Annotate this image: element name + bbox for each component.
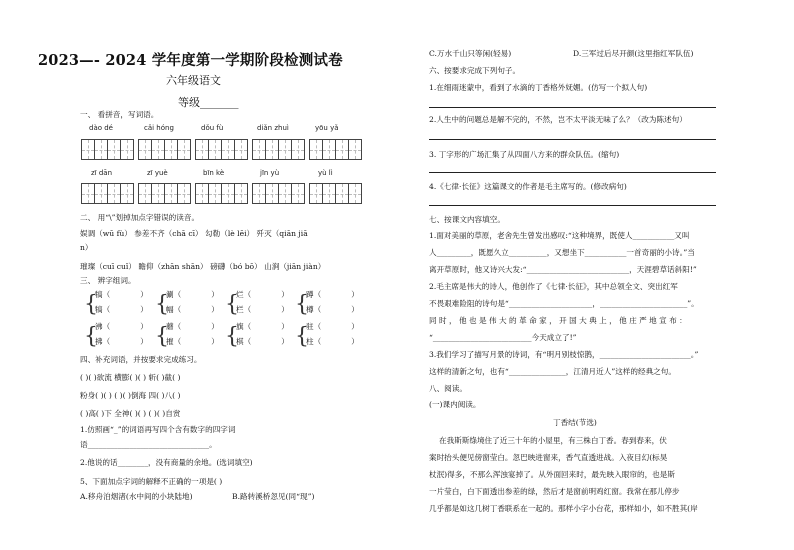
answer-line[interactable] (429, 205, 716, 206)
q2-heading: 二、 用“\”划掉加点字错误的读音。 (80, 213, 200, 222)
char-pair: 樽（ ） (306, 305, 359, 314)
char-pair: 旗（ ） (236, 322, 289, 331)
answer-line[interactable] (429, 172, 716, 173)
grade-subject: 六年级语文 (166, 74, 221, 87)
q6-sentence: 2.人生中的问题总是解不完的，不然，岂不太平淡无味了么？（改为陈述句） (429, 115, 687, 124)
writing-grid[interactable] (81, 183, 133, 204)
brace-icon: { (84, 324, 98, 349)
char-pair: 拂（ ） (95, 337, 148, 346)
char-pair: 摧（ ） (166, 337, 219, 346)
writing-grid[interactable] (309, 139, 361, 160)
writing-grid[interactable] (195, 183, 247, 204)
passage-line: 在我斯斯绦境住了近三十年的小屋里，有三株白丁香。春到春来，伏 (439, 436, 667, 445)
pinyin: diǎn zhuì (257, 124, 289, 132)
writing-grid[interactable] (138, 183, 190, 204)
writing-grid[interactable] (138, 139, 190, 160)
q7-text: 同 时 ， 他 也 是 伟 大 的 革 命 家 ， 开 国 大 典 上 ， 他 庄 严 地 宣 布 ： (429, 316, 687, 325)
char-pair: 柱（ ） (306, 337, 359, 346)
pinyin: jīn yù (260, 169, 280, 177)
pinyin: yù lì (318, 169, 333, 177)
q7-text[interactable]: “__________________________今天成立了!” (429, 333, 577, 342)
q7-text[interactable]: 这样的清新之句，也有“_______________，江清月近人”这样的经典之句。 (429, 367, 676, 376)
q6-heading: 六、按要求完成下列句子。 (429, 66, 521, 75)
brace-icon: { (225, 292, 239, 317)
pinyin: cǎi hóng (144, 124, 174, 132)
brace-icon: { (84, 292, 98, 317)
q4-task[interactable]: 2.他说的话________，没有商量的余地。(选词填空) (80, 458, 253, 467)
passage-line: 一片莹白，白下面透出参差的绿，然后才是窗前明鸡红窗。我常在那儿停步 (429, 487, 680, 496)
q6-sentence: 3. 丁字形的广场汇集了从四面八方来的群众队伍。(缩句) (429, 150, 620, 159)
char-pair: 蘑（ ） (166, 322, 219, 331)
q5-heading: 5、下面加点字词的解释不正确的一项是( ) (80, 477, 223, 486)
brace-icon: { (295, 324, 309, 349)
pinyin: bīn kè (203, 169, 225, 177)
char-pair: 犒（ ） (95, 305, 148, 314)
level-field[interactable]: 等级_______ (178, 96, 239, 109)
pinyin: zī yuè (147, 169, 168, 177)
passage-line: 几乎都是如这几树丁香联系在一起的。那样小字小台花，那样如小，如不胜其(岸 (429, 504, 698, 513)
q7-text[interactable]: 离开草原时，他又诗兴大发:“___________________________，天涯碧草话斜阳!” (429, 265, 697, 274)
char-pair: 棋（ ） (236, 337, 289, 346)
q4-heading: 四、补充词语，并按要求完成练习。 (80, 355, 202, 364)
writing-grid[interactable] (81, 139, 133, 160)
passage-title: 丁香结(节选) (553, 418, 597, 427)
q5-option-b: B.路转溪桥忽见(同“现”) (232, 492, 315, 501)
brace-icon: { (155, 292, 169, 317)
pinyin: yōu yǎ (315, 124, 339, 132)
char-pair: 犒（ ） (95, 290, 148, 299)
q4-row[interactable]: ( )( )欲流 横膨( )( ) 斩( )截( ) (80, 373, 181, 382)
q8-heading: 八、阅读。 (429, 384, 467, 393)
q5-option-d: D.三军过后尽开颜(这里指红军队伍) (573, 49, 694, 58)
q4-row[interactable]: 粉身( )( ) ( )( )倒海 四( )八( ) (80, 391, 181, 400)
passage-line: 案时抬头便见傍窗莹白。忽巴映进窗来，香气直透进战。入夜目幻(标昊 (429, 453, 668, 462)
char-pair: 栏（ ） (236, 305, 289, 314)
writing-grid[interactable] (252, 183, 304, 204)
brace-icon: { (225, 324, 239, 349)
q5-option-c: C.万水千山只等闲(轻易) (429, 49, 512, 58)
pinyin: dào dé (89, 124, 113, 132)
q6-sentence: 1.在细雨迷蒙中，看到了水滴的丁香格外妩媚。(仿写一个拟人句) (429, 83, 648, 92)
q7-text[interactable]: 人_________，既愿久立__________，又想坐下___________一首奇丽的小诗。”当 (429, 248, 695, 257)
char-pair: 幅（ ） (166, 305, 219, 314)
writing-grid[interactable] (195, 139, 247, 160)
writing-grid[interactable] (252, 139, 304, 160)
q2-line: 璀璨（cuī cuǐ） 瞻仰（zhān shān） 磅礴（bó bō） 山涧（jiān jiàn） (80, 262, 326, 271)
char-pair: 蹲（ ） (306, 290, 359, 299)
q7-text[interactable]: 3.我们学习了描写月景的诗词，有“明月别枝惊鹊，________________________。” (429, 350, 699, 359)
q2-line: 娱调（wū fù） 参差不齐（chā cī） 勾勒（lè lēi） 歼灭（qiān jiā (80, 229, 308, 238)
char-pair: 烂（ ） (236, 290, 289, 299)
q4-task: 1.仿照画“_”的词语再写四个含有数字的四字词 (80, 425, 236, 434)
q1-heading: 一、 看拼音，写词语。 (80, 110, 159, 119)
writing-grid[interactable] (309, 183, 361, 204)
passage-line: 杖泯)得多，不那么浑浊宴掉了。从外面回来时，最先映入眼帘的，也是斯 (429, 470, 675, 479)
q4-task[interactable]: 语________________________________。 (80, 440, 217, 449)
char-pair: 驻（ ） (306, 322, 359, 331)
char-pair: 沸（ ） (95, 322, 148, 331)
q2-line: n） (80, 243, 93, 252)
q7-text: 2.毛主席是伟大的诗人，他创作了《七律·长征》，其中总领全文、突出红军 (429, 282, 678, 291)
q7-text[interactable]: 不畏艰难险阻的诗句是“______________________，_______________________”。 (429, 299, 699, 308)
q3-heading: 三、 辨字组词。 (80, 276, 136, 285)
pinyin: zī dān (91, 169, 113, 177)
brace-icon: { (295, 292, 309, 317)
pinyin: dǒu fù (201, 124, 224, 132)
q4-row[interactable]: ( )高( )下 全神( )( ) ( )( )自赏 (80, 409, 181, 418)
brace-icon: { (155, 324, 169, 349)
answer-line[interactable] (429, 139, 716, 140)
q7-heading: 七、按课文内容填空。 (429, 215, 505, 224)
q8-subheading: (一)课内阅读。 (429, 400, 481, 409)
char-pair: 涮（ ） (166, 290, 219, 299)
exam-title: 2023—- 2024 学年度第一学期阶段检测试卷 (38, 52, 343, 69)
right-column (397, 0, 794, 550)
q5-option-a: A.移舟泊烟渚(水中间的小块陆地) (80, 492, 193, 501)
answer-line[interactable] (429, 107, 716, 108)
q6-sentence: 4.《七律·长征》这篇课文的作者是毛主席写的。(修改病句) (429, 182, 627, 191)
q7-text[interactable]: 1.面对美丽的草原，老舍先生曾发出感叹:“这种境界，既使人___________又叫 (429, 231, 690, 240)
